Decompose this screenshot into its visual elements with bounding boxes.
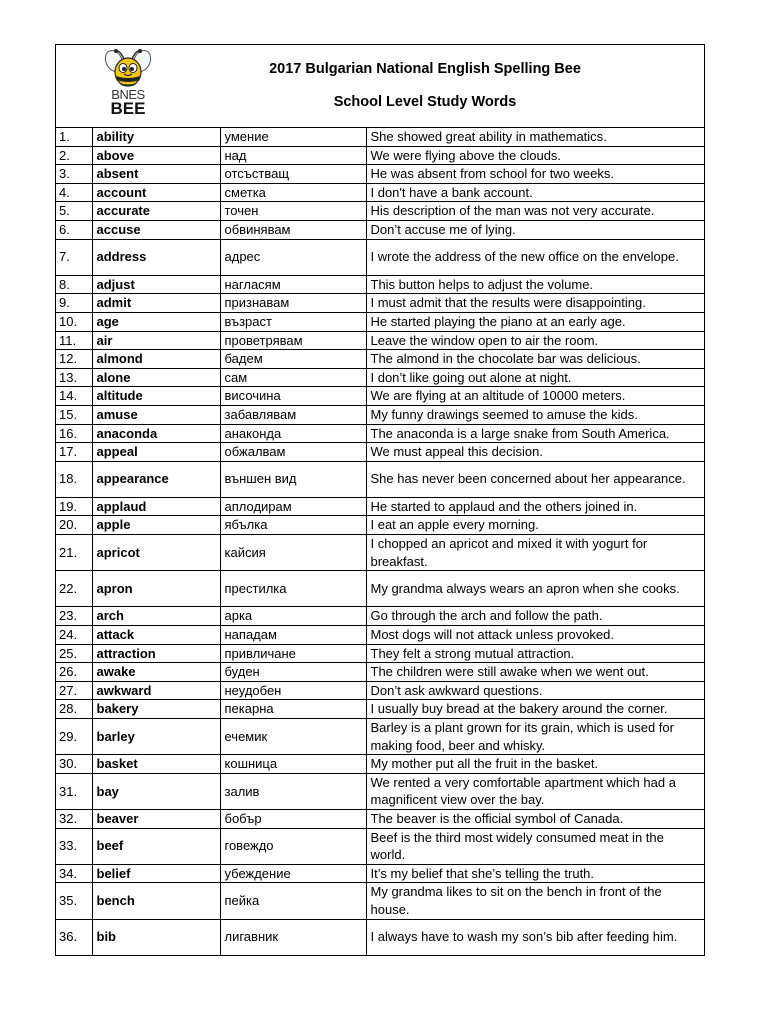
row-number: 30.	[56, 755, 92, 774]
study-words-sheet	[55, 44, 705, 956]
row-word: attack	[92, 626, 220, 645]
row-translation: арка	[220, 607, 366, 626]
row-translation: над	[220, 146, 366, 165]
row-number: 17.	[56, 443, 92, 462]
row-sentence: We are flying at an altitude of 10000 meters.	[366, 387, 704, 406]
row-translation: сметка	[220, 183, 366, 202]
row-translation: признавам	[220, 294, 366, 313]
row-number: 21.	[56, 535, 92, 571]
row-sentence: My funny drawings seemed to amuse the kids.	[366, 405, 704, 424]
row-number: 25.	[56, 644, 92, 663]
row-number: 33.	[56, 828, 92, 864]
row-word: age	[92, 312, 220, 331]
row-number: 24.	[56, 626, 92, 645]
row-word: applaud	[92, 497, 220, 516]
document-subtitle: School Level Study Words	[333, 94, 517, 110]
row-word: accuse	[92, 220, 220, 239]
row-sentence: My mother put all the fruit in the basket.	[366, 755, 704, 774]
row-sentence: He started to applaud and the others joined in.	[366, 497, 704, 516]
row-number: 16.	[56, 424, 92, 443]
row-sentence: His description of the man was not very accurate.	[366, 202, 704, 221]
row-word: above	[92, 146, 220, 165]
row-translation: умение	[220, 128, 366, 146]
row-number: 31.	[56, 773, 92, 809]
row-word: address	[92, 239, 220, 275]
row-sentence: We rented a very comfortable apartment which had a magnificent view over the bay.	[366, 773, 704, 809]
row-word: admit	[92, 294, 220, 313]
row-sentence: The almond in the chocolate bar was delicious.	[366, 350, 704, 369]
row-word: accurate	[92, 202, 220, 221]
row-number: 7.	[56, 239, 92, 275]
row-sentence: They felt a strong mutual attraction.	[366, 644, 704, 663]
row-sentence: We were flying above the clouds.	[366, 146, 704, 165]
row-number: 29.	[56, 719, 92, 755]
table-row	[56, 220, 704, 239]
row-translation: буден	[220, 663, 366, 682]
row-sentence: It’s my belief that she’s telling the truth.	[366, 864, 704, 883]
row-translation: престилка	[220, 571, 366, 607]
table-row	[56, 443, 704, 462]
row-translation: лигавник	[220, 919, 366, 955]
table-row	[56, 275, 704, 294]
table-row	[56, 864, 704, 883]
row-translation: анаконда	[220, 424, 366, 443]
table-row	[56, 828, 704, 864]
table-row	[56, 535, 704, 571]
logo-text-bee: BEE	[110, 99, 146, 118]
row-translation: точен	[220, 202, 366, 221]
table-row	[56, 516, 704, 535]
row-number: 9.	[56, 294, 92, 313]
row-sentence: He started playing the piano at an early age.	[366, 312, 704, 331]
row-number: 12.	[56, 350, 92, 369]
row-translation: убеждение	[220, 864, 366, 883]
table-row	[56, 239, 704, 275]
row-translation: адрес	[220, 239, 366, 275]
row-sentence: Most dogs will not attack unless provoked.	[366, 626, 704, 645]
row-word: adjust	[92, 275, 220, 294]
row-number: 18.	[56, 461, 92, 497]
row-word: apple	[92, 516, 220, 535]
row-word: basket	[92, 755, 220, 774]
table-row	[56, 497, 704, 516]
row-translation: обжалвам	[220, 443, 366, 462]
row-word: altitude	[92, 387, 220, 406]
row-word: bib	[92, 919, 220, 955]
row-word: beef	[92, 828, 220, 864]
table-row	[56, 331, 704, 350]
row-translation: ечемик	[220, 719, 366, 755]
table-row	[56, 405, 704, 424]
row-translation: обвинявам	[220, 220, 366, 239]
row-translation: говеждо	[220, 828, 366, 864]
row-translation: аплодирам	[220, 497, 366, 516]
row-word: appeal	[92, 443, 220, 462]
table-row	[56, 294, 704, 313]
row-translation: проветрявам	[220, 331, 366, 350]
row-word: beaver	[92, 809, 220, 828]
row-word: awkward	[92, 681, 220, 700]
row-word: bay	[92, 773, 220, 809]
row-word: apron	[92, 571, 220, 607]
table-row	[56, 461, 704, 497]
row-sentence: The anaconda is a large snake from South America.	[366, 424, 704, 443]
table-row	[56, 681, 704, 700]
row-number: 19.	[56, 497, 92, 516]
row-sentence: He was absent from school for two weeks.	[366, 165, 704, 184]
table-row	[56, 700, 704, 719]
table-row	[56, 663, 704, 682]
row-word: account	[92, 183, 220, 202]
row-number: 4.	[56, 183, 92, 202]
row-sentence: I don’t like going out alone at night.	[366, 368, 704, 387]
row-sentence: My grandma always wears an apron when she cooks.	[366, 571, 704, 607]
document-header	[56, 45, 704, 128]
row-number: 23.	[56, 607, 92, 626]
row-translation: пейка	[220, 883, 366, 919]
row-word: almond	[92, 350, 220, 369]
table-row	[56, 644, 704, 663]
table-row	[56, 368, 704, 387]
row-number: 3.	[56, 165, 92, 184]
row-sentence: We must appeal this decision.	[366, 443, 704, 462]
row-word: apricot	[92, 535, 220, 571]
table-row	[56, 146, 704, 165]
row-number: 13.	[56, 368, 92, 387]
row-number: 35.	[56, 883, 92, 919]
row-sentence: I chopped an apricot and mixed it with yogurt for breakfast.	[366, 535, 704, 571]
row-number: 5.	[56, 202, 92, 221]
table-row	[56, 919, 704, 955]
table-row	[56, 571, 704, 607]
row-number: 34.	[56, 864, 92, 883]
row-word: arch	[92, 607, 220, 626]
row-translation: неудобен	[220, 681, 366, 700]
row-sentence: I always have to wash my son’s bib after feeding him.	[366, 919, 704, 955]
table-row	[56, 165, 704, 184]
table-row	[56, 607, 704, 626]
study-words-body	[56, 128, 704, 955]
row-word: bench	[92, 883, 220, 919]
row-number: 20.	[56, 516, 92, 535]
row-sentence: She showed great ability in mathematics.	[366, 128, 704, 146]
table-row	[56, 719, 704, 755]
row-word: belief	[92, 864, 220, 883]
table-row	[56, 387, 704, 406]
row-word: air	[92, 331, 220, 350]
document-title: 2017 Bulgarian National English Spelling Bee	[269, 61, 581, 77]
table-row	[56, 626, 704, 645]
row-sentence: Go through the arch and follow the path.	[366, 607, 704, 626]
table-row	[56, 424, 704, 443]
row-word: awake	[92, 663, 220, 682]
row-number: 6.	[56, 220, 92, 239]
row-number: 27.	[56, 681, 92, 700]
row-sentence: The children were still awake when we went out.	[366, 663, 704, 682]
row-word: amuse	[92, 405, 220, 424]
logo-text-bnes: BNES	[111, 87, 145, 102]
row-word: absent	[92, 165, 220, 184]
table-row	[56, 202, 704, 221]
row-sentence: Leave the window open to air the room.	[366, 331, 704, 350]
row-word: alone	[92, 368, 220, 387]
row-word: barley	[92, 719, 220, 755]
row-translation: залив	[220, 773, 366, 809]
row-number: 28.	[56, 700, 92, 719]
row-word: attraction	[92, 644, 220, 663]
row-translation: пекарна	[220, 700, 366, 719]
row-sentence: Don’t accuse me of lying.	[366, 220, 704, 239]
row-translation: възраст	[220, 312, 366, 331]
table-row	[56, 883, 704, 919]
row-number: 8.	[56, 275, 92, 294]
row-translation: ябълка	[220, 516, 366, 535]
row-sentence: Don’t ask awkward questions.	[366, 681, 704, 700]
table-row	[56, 350, 704, 369]
row-translation: кайсия	[220, 535, 366, 571]
row-number: 36.	[56, 919, 92, 955]
table-row	[56, 128, 704, 146]
row-word: anaconda	[92, 424, 220, 443]
table-row	[56, 755, 704, 774]
row-translation: привличане	[220, 644, 366, 663]
row-number: 11.	[56, 331, 92, 350]
row-translation: сам	[220, 368, 366, 387]
table-row	[56, 183, 704, 202]
study-words-table	[56, 128, 704, 955]
row-number: 32.	[56, 809, 92, 828]
table-row	[56, 809, 704, 828]
row-translation: забавлявам	[220, 405, 366, 424]
row-number: 26.	[56, 663, 92, 682]
row-translation: нагласям	[220, 275, 366, 294]
row-sentence: Beef is the third most widely consumed meat in the world.	[366, 828, 704, 864]
row-sentence: The beaver is the official symbol of Canada.	[366, 809, 704, 828]
row-word: appearance	[92, 461, 220, 497]
row-number: 22.	[56, 571, 92, 607]
row-sentence: I must admit that the results were disappointing.	[366, 294, 704, 313]
row-sentence: Barley is a plant grown for its grain, which is used for making food, beer and whisky.	[366, 719, 704, 755]
row-sentence: I eat an apple every morning.	[366, 516, 704, 535]
row-word: ability	[92, 128, 220, 146]
row-translation: отсъстващ	[220, 165, 366, 184]
row-sentence: I don't have a bank account.	[366, 183, 704, 202]
row-translation: бадем	[220, 350, 366, 369]
table-row	[56, 773, 704, 809]
row-sentence: This button helps to adjust the volume.	[366, 275, 704, 294]
row-sentence: I usually buy bread at the bakery around the corner.	[366, 700, 704, 719]
row-number: 10.	[56, 312, 92, 331]
row-number: 14.	[56, 387, 92, 406]
row-number: 15.	[56, 405, 92, 424]
row-translation: нападам	[220, 626, 366, 645]
row-word: bakery	[92, 700, 220, 719]
row-translation: бобър	[220, 809, 366, 828]
row-translation: кошница	[220, 755, 366, 774]
table-row	[56, 312, 704, 331]
row-sentence: She has never been concerned about her appearance.	[366, 461, 704, 497]
row-translation: външен вид	[220, 461, 366, 497]
row-number: 2.	[56, 146, 92, 165]
row-sentence: I wrote the address of the new office on the envelope.	[366, 239, 704, 275]
row-translation: височина	[220, 387, 366, 406]
row-number: 1.	[56, 128, 92, 146]
row-sentence: My grandma likes to sit on the bench in front of the house.	[366, 883, 704, 919]
